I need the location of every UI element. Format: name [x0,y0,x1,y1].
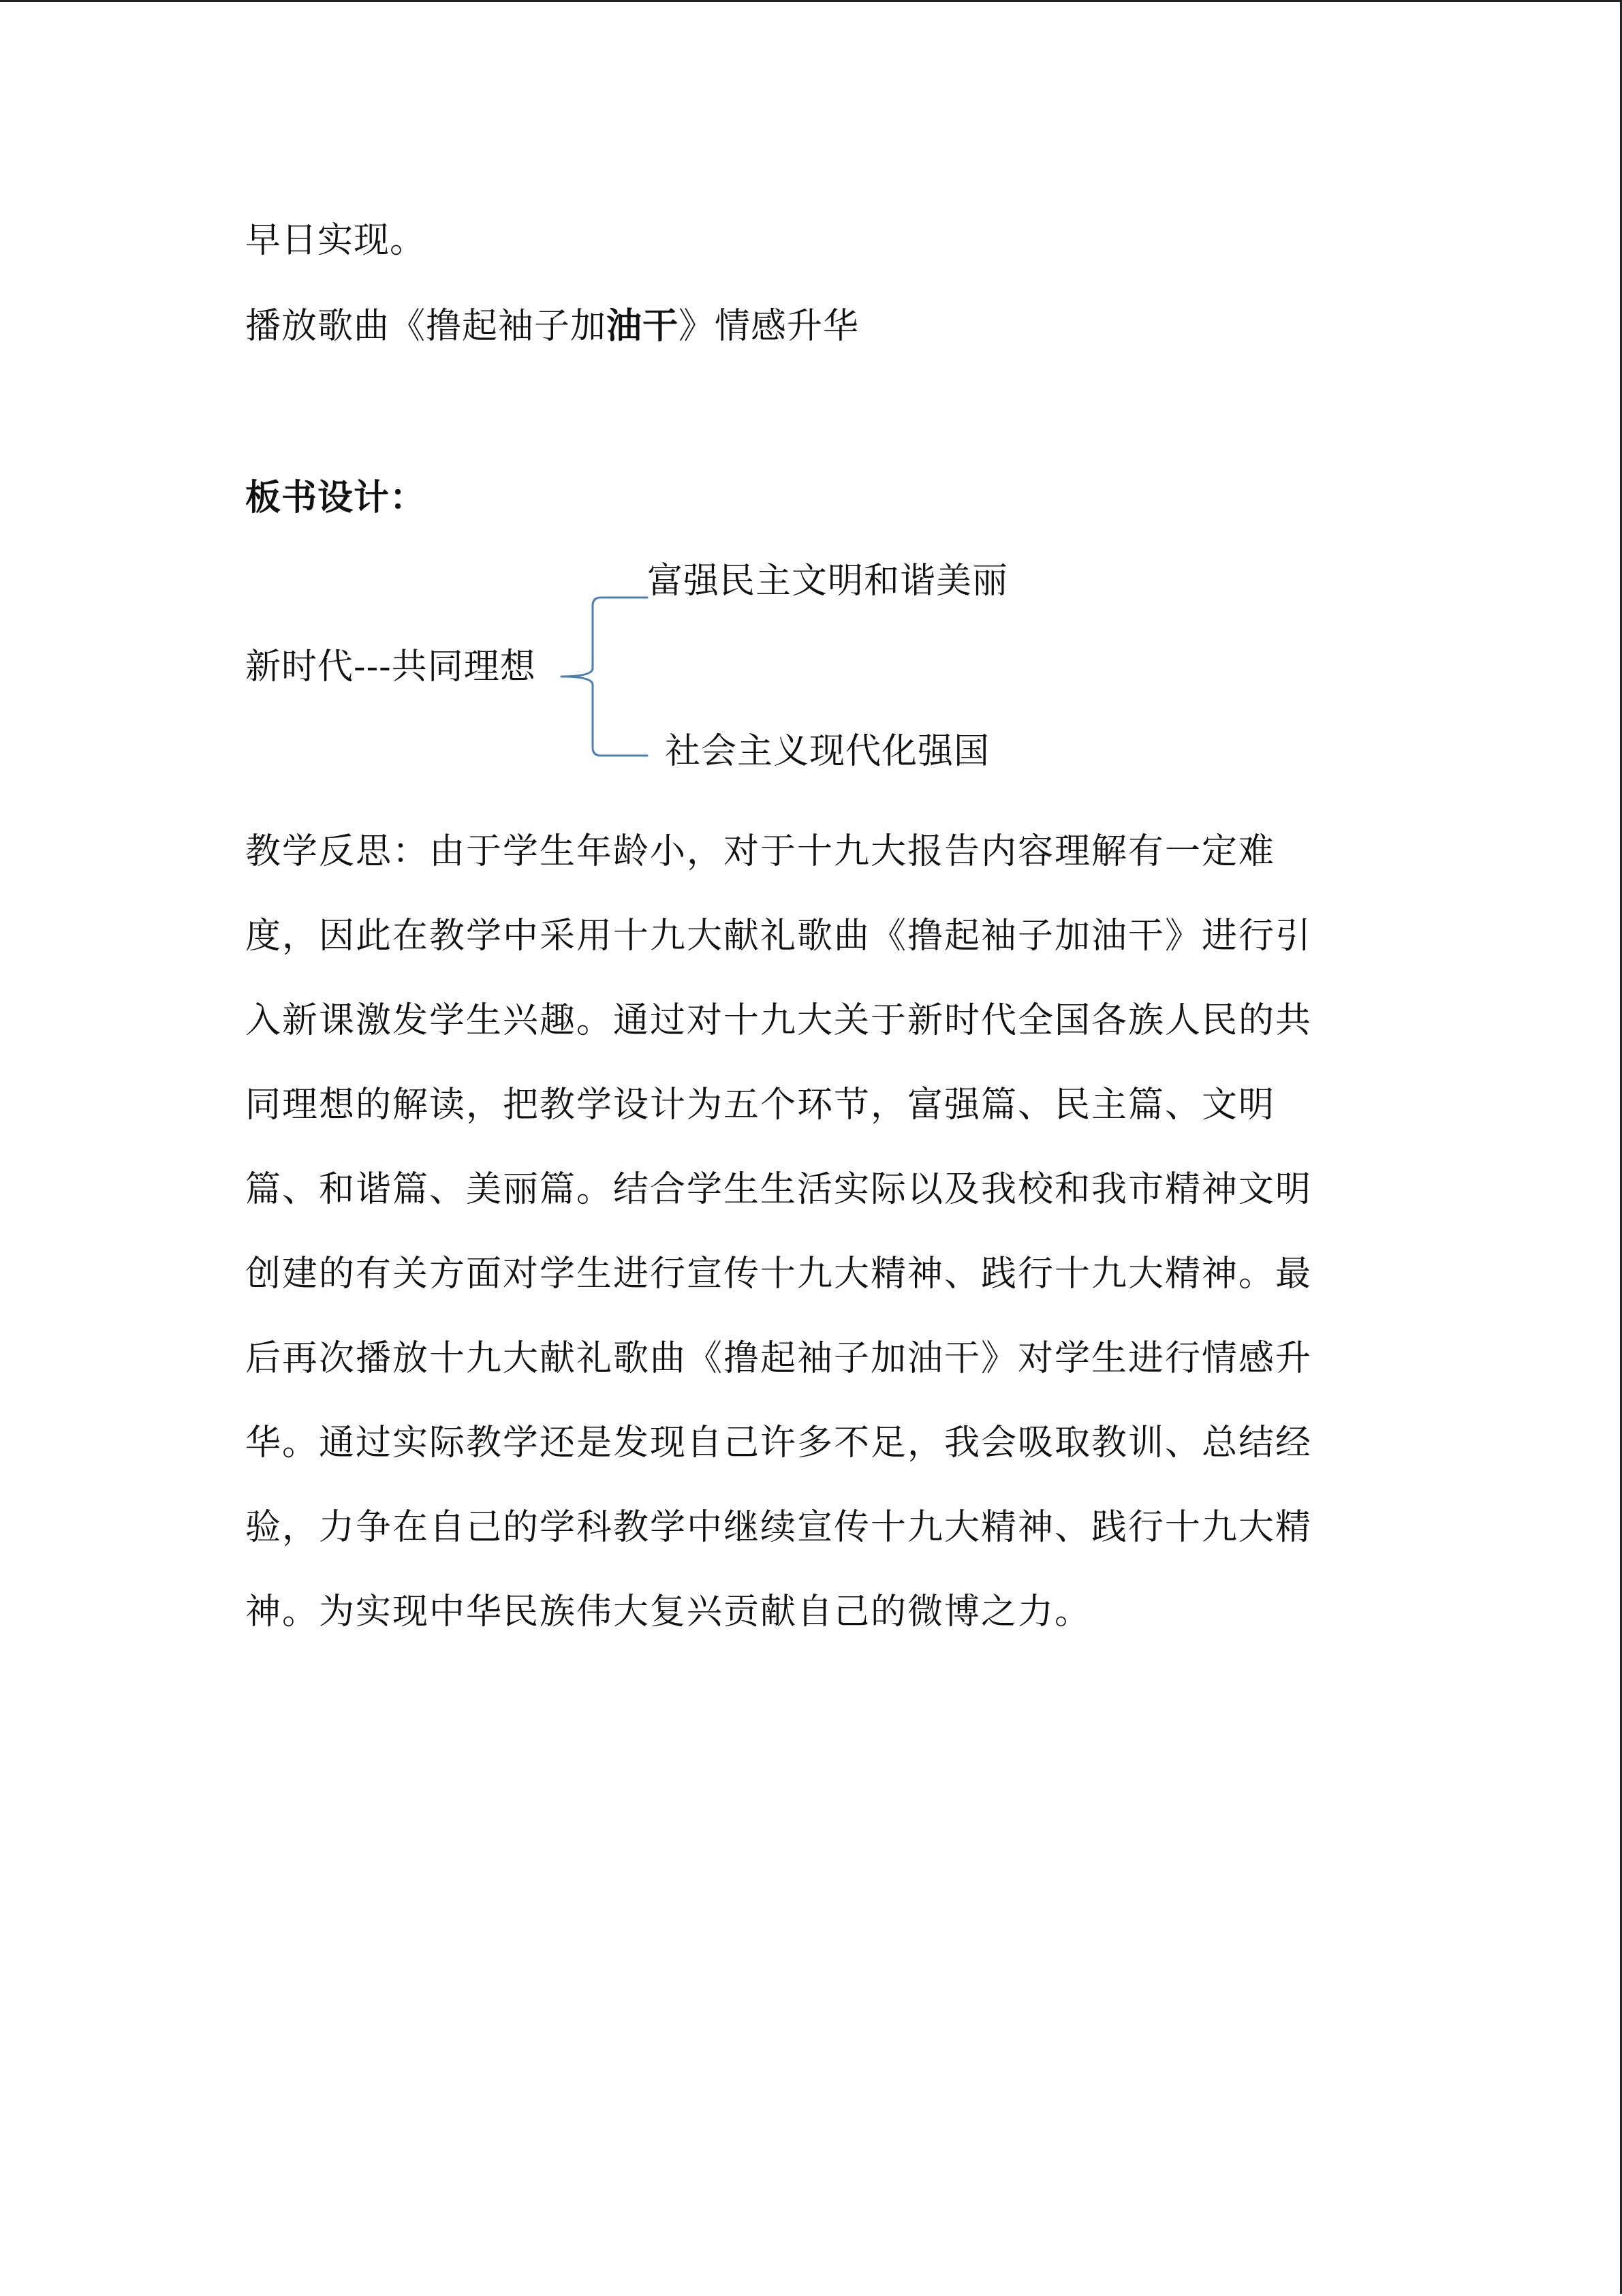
reflection-line: 入新课激发学生兴趣。通过对十九大关于新时代全国各族人民的共 [245,1000,1313,1041]
song-line-prefix: 播放歌曲《撸起袖子加 [245,306,607,347]
reflection-line: 教学反思：由于学生年龄小，对于十九大报告内容理解有一定难 [245,831,1276,872]
text-line-closing: 早日实现。 [245,220,426,261]
reflection-line: 度，因此在教学中采用十九大献礼歌曲《撸起袖子加油干》进行引 [245,916,1313,957]
reflection-line: 同理想的解读，把教学设计为五个环节，富强篇、民主篇、文明 [245,1085,1276,1126]
song-line-suffix: 》情感升华 [679,306,860,347]
teaching-reflection-paragraph [245,809,1362,1654]
brace-connector-icon [559,595,654,758]
song-line-bold: 油干 [606,305,679,347]
board-item-bottom: 社会主义现代化强国 [665,731,991,772]
reflection-line: 后再次播放十九大献礼歌曲《撸起袖子加油干》对学生进行情感升 [245,1338,1313,1379]
board-item-left: 新时代---共同理想 [245,647,536,687]
reflection-line: 神。为实现中华民族伟大复兴贡献自己的微博之力。 [245,1592,1092,1632]
board-item-top: 富强民主文明和谐美丽 [647,561,1009,602]
reflection-line: 创建的有关方面对学生进行宣传十九大精神、践行十九大精神。最 [245,1254,1313,1294]
reflection-line: 验，力争在自己的学科教学中继续宣传十九大精神、践行十九大精 [245,1507,1313,1548]
reflection-line: 华。通过实际教学还是发现自己许多不足，我会吸取教训、总结经 [245,1423,1313,1463]
board-design-heading: 板书设计： [245,477,426,518]
reflection-line: 篇、和谐篇、美丽篇。结合学生生活实际以及我校和我市精神文明 [245,1169,1313,1210]
